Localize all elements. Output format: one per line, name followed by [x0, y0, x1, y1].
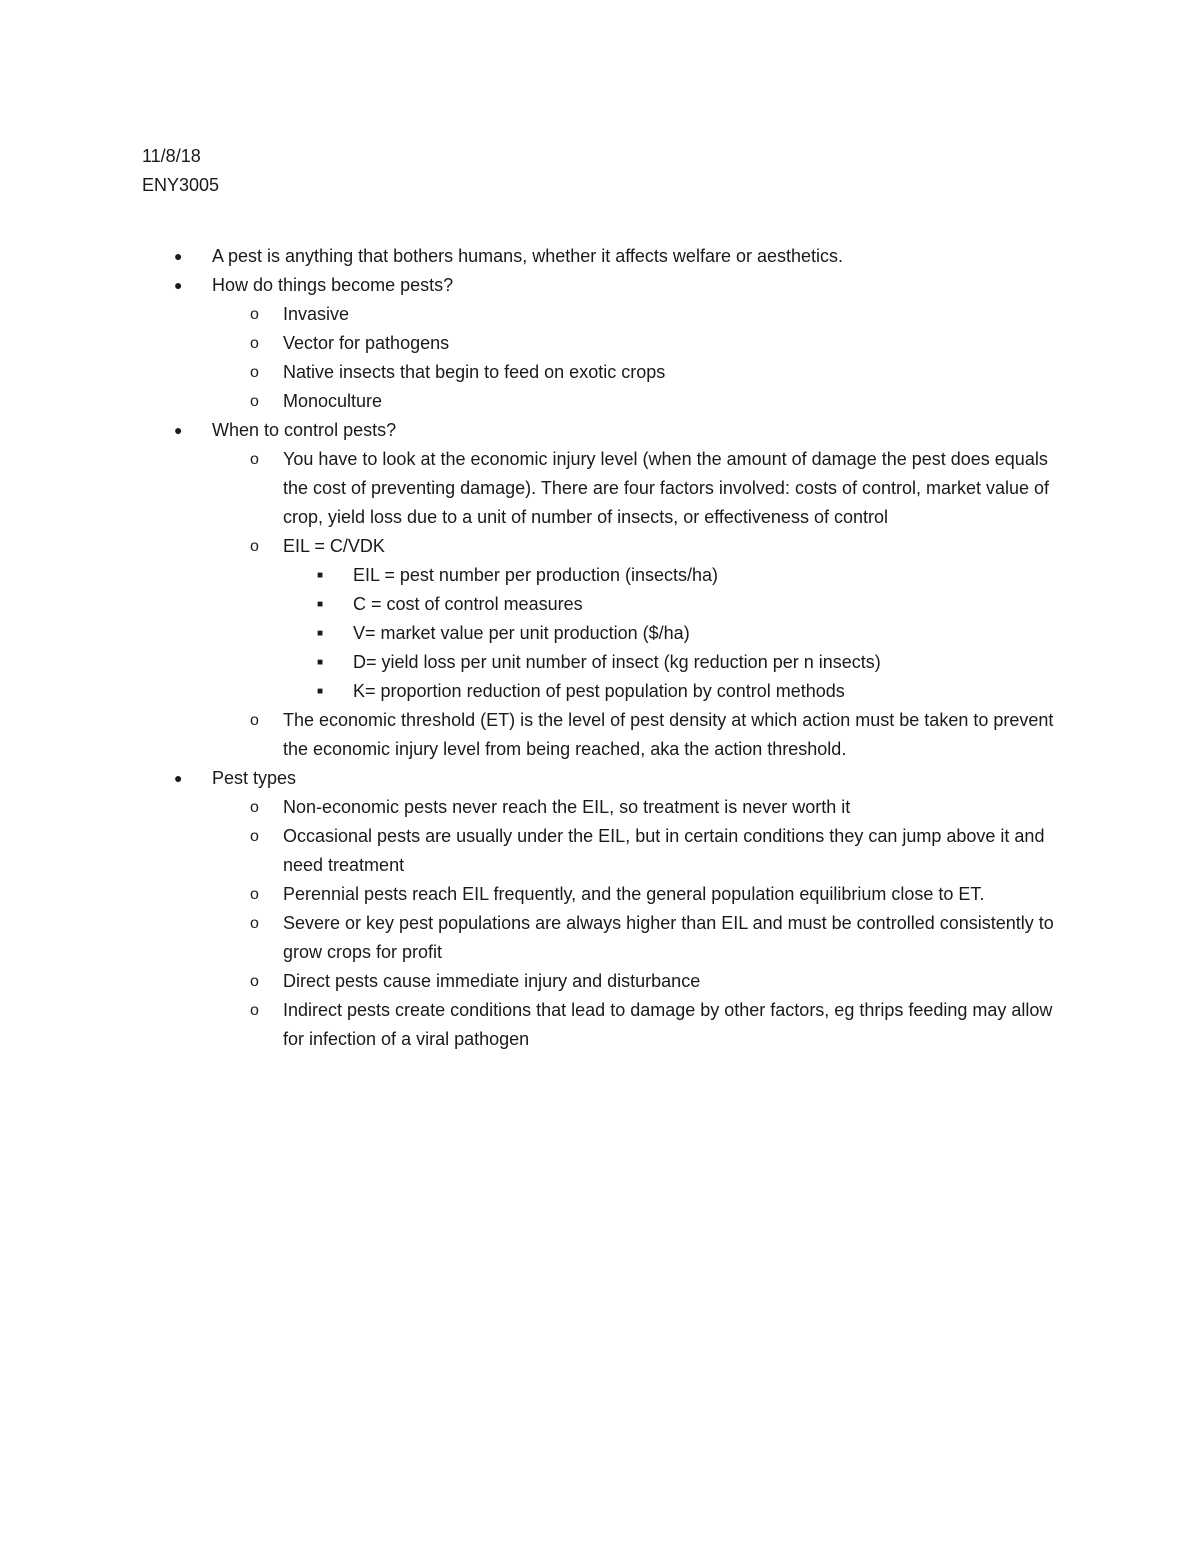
outline-item-level-2: [0, 822, 1062, 880]
date-heading: 11/8/18: [142, 146, 201, 166]
outline-item-level-1: [0, 242, 1062, 271]
outline-item-level-1: [0, 271, 1062, 300]
outline-item-text: EIL = C/VDK: [283, 536, 385, 556]
outline-item-level-3: [0, 648, 1062, 677]
course-heading: ENY3005: [142, 175, 220, 195]
bullet-square-icon: ■: [317, 599, 324, 610]
bullet-square-icon: ■: [317, 570, 324, 581]
bullet-circle-icon: o: [250, 451, 259, 468]
outline-item-text: When to control pests?: [212, 420, 397, 440]
outline-item-level-3: [0, 561, 1062, 590]
bullet-circle-icon: o: [250, 886, 259, 903]
outline-item-text: Non-economic pests never reach the EIL, so treatment is never worth it: [283, 797, 851, 817]
outline-item-level-3: [0, 619, 1062, 648]
outline-item-level-1: [0, 416, 1062, 445]
outline-item-text: K= proportion reduction of pest population by control methods: [353, 681, 845, 701]
outline-item-level-2: [0, 880, 1062, 909]
bullet-square-icon: ■: [317, 657, 324, 668]
bullet-square-icon: ■: [317, 686, 324, 697]
outline-item-text: Severe or key pest populations are always higher than EIL and must be controlled consistently to grow crops for profit: [283, 913, 1054, 962]
bullet-circle-icon: o: [250, 393, 259, 410]
bullet-circle-icon: o: [250, 335, 259, 352]
outline-item-text: Native insects that begin to feed on exotic crops: [283, 362, 666, 382]
outline-item-level-2: [0, 996, 1062, 1054]
bullet-dot-icon: ●: [174, 248, 183, 264]
outline-item-text: Monoculture: [283, 391, 383, 411]
outline-item-level-3: [0, 677, 1062, 706]
outline-item-level-3: [0, 590, 1062, 619]
bullet-circle-icon: o: [250, 915, 259, 932]
bullet-circle-icon: o: [250, 364, 259, 381]
outline-item-text: The economic threshold (ET) is the level of pest density at which action must be taken to prevent the economic injury level from being reached, aka the action threshold.: [283, 710, 1054, 759]
outline-item-level-2: [0, 909, 1062, 967]
outline-item-text: You have to look at the economic injury level (when the amount of damage the pest does equals the cost of preventing damage). There are four factors involved: costs of control, market value of crop, yield loss due to a unit of number of insects, or effectiveness of control: [283, 449, 1050, 527]
outline-item-text: EIL = pest number per production (insects/ha): [353, 565, 719, 585]
bullet-square-icon: ■: [317, 628, 324, 639]
bullet-dot-icon: ●: [174, 277, 183, 293]
bullet-dot-icon: ●: [174, 770, 183, 786]
outline-item-text: D= yield loss per unit number of insect (kg reduction per n insects): [353, 652, 881, 672]
bullet-circle-icon: o: [250, 799, 259, 816]
bullet-circle-icon: o: [250, 973, 259, 990]
outline-item-text: Occasional pests are usually under the EIL, but in certain conditions they can jump above it and need treatment: [283, 826, 1045, 875]
outline-item-text: A pest is anything that bothers humans, whether it affects welfare or aesthetics.: [212, 246, 844, 266]
outline-item-level-2: [0, 387, 1062, 416]
bullet-circle-icon: o: [250, 1002, 259, 1019]
outline-item-text: Pest types: [212, 768, 297, 788]
outline-item-level-2: [0, 300, 1062, 329]
outline-item-text: C = cost of control measures: [353, 594, 583, 614]
outline-item-level-2: [0, 329, 1062, 358]
outline-item-level-2: [0, 967, 1062, 996]
bullet-circle-icon: o: [250, 712, 259, 729]
bullet-dot-icon: ●: [174, 422, 183, 438]
outline-item-text: Direct pests cause immediate injury and disturbance: [283, 971, 701, 991]
outline-item-level-2: [0, 358, 1062, 387]
outline-item-level-2: [0, 532, 1062, 561]
bullet-circle-icon: o: [250, 828, 259, 845]
outline-item-level-2: [0, 445, 1062, 532]
outline-item-level-2: [0, 706, 1062, 764]
outline-item-level-2: [0, 793, 1062, 822]
outline-item-text: Invasive: [283, 304, 350, 324]
bullet-circle-icon: o: [250, 306, 259, 323]
outline-item-text: Indirect pests create conditions that lead to damage by other factors, eg thrips feeding may allow for infection of a viral pathogen: [283, 1000, 1053, 1049]
bullet-circle-icon: o: [250, 538, 259, 555]
outline-item-text: Perennial pests reach EIL frequently, and the general population equilibrium close to ET.: [283, 884, 985, 904]
outline-item-text: Vector for pathogens: [283, 333, 450, 353]
notes-outline: [0, 242, 1200, 1054]
outline-item-level-1: [0, 764, 1062, 793]
outline-item-text: V= market value per unit production ($/ha): [353, 623, 690, 643]
outline-item-text: How do things become pests?: [212, 275, 454, 295]
